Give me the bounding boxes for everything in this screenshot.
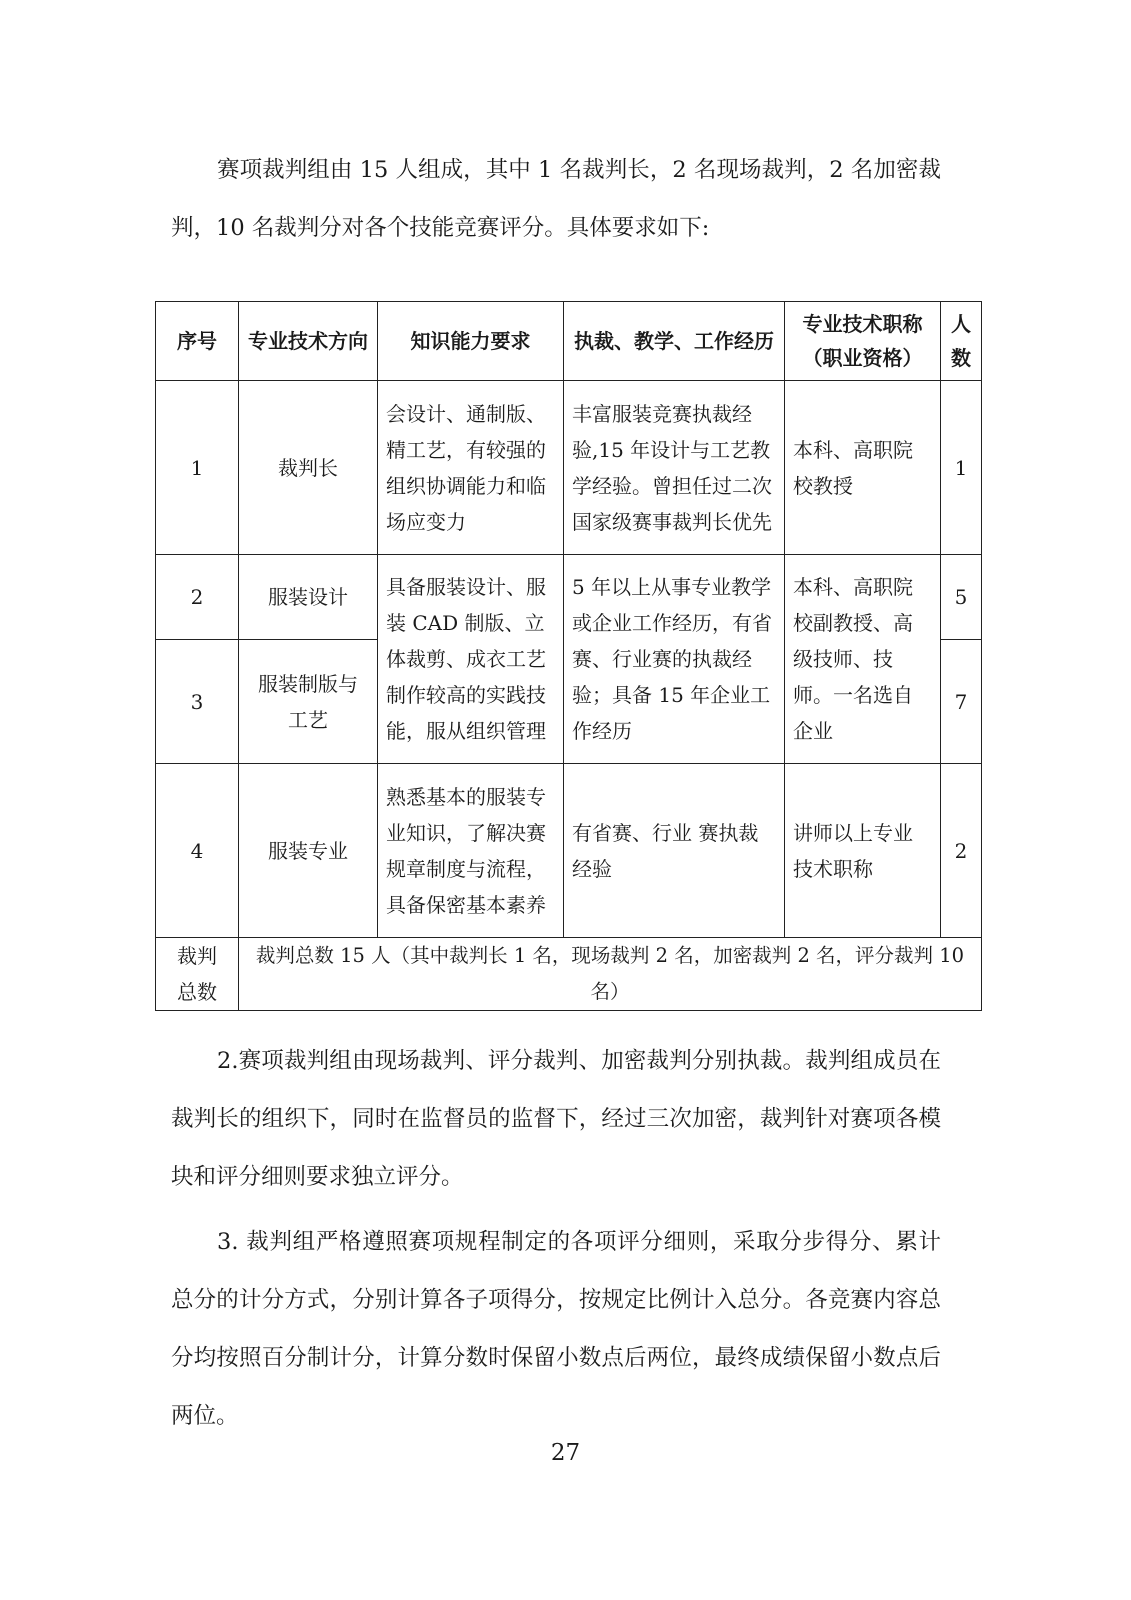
table-row [156, 764, 982, 938]
cell-experience: 丰富服装竞赛执裁经验,15 年设计与工艺教学经验。曾担任过二次国家级赛事裁判长优先 [564, 381, 785, 555]
referee-requirements-table [155, 301, 982, 1011]
paragraph-2-text: 2.赛项裁判组由现场裁判、评分裁判、加密裁判分别执裁。裁判组成员在裁判长的组织下，同时在监督员的监督下，经过三次加密，裁判针对赛项各模块和评分细则要求独立评分。 [171, 1048, 941, 1190]
cell-direction: 服装制版与工艺 [239, 640, 378, 764]
header-no: 序号 [156, 302, 239, 381]
table-total-row [156, 938, 982, 1011]
total-text: 裁判总数 15 人（其中裁判长 1 名，现场裁判 2 名，加密裁判 2 名，评分裁判 10 名） [239, 938, 982, 1011]
cell-no: 1 [156, 381, 239, 555]
paragraph-3-text: 3. 裁判组严格遵照赛项规程制定的各项评分细则，采取分步得分、累计总分的计分方式，分别计算各子项得分，按规定比例计入总分。各竞赛内容总分均按照百分制计分，计算分数时保留小数点后两位，最终成绩保留小数点后两位。 [171, 1229, 941, 1429]
paragraph-2 [171, 1032, 941, 1206]
header-direction: 专业技术方向 [239, 302, 378, 381]
cell-experience-merged: 5 年以上从事专业教学或企业工作经历，有省赛、行业赛的执裁经验；具备 15 年企业工作经历 [564, 555, 785, 764]
total-label: 裁判总数 [156, 938, 239, 1011]
cell-knowledge: 会设计、通制版、精工艺，有较强的组织协调能力和临场应变力 [378, 381, 564, 555]
cell-direction: 服装设计 [239, 555, 378, 640]
cell-title: 本科、高职院校教授 [785, 381, 941, 555]
cell-knowledge-merged: 具备服装设计、服装 CAD 制版、立体裁剪、成衣工艺制作较高的实践技能，服从组织管理 [378, 555, 564, 764]
cell-direction: 裁判长 [239, 381, 378, 555]
paragraph-3 [171, 1213, 941, 1445]
cell-no: 2 [156, 555, 239, 640]
table-row [156, 555, 982, 640]
table-row [156, 381, 982, 555]
cell-no: 3 [156, 640, 239, 764]
table-header-row [156, 302, 982, 381]
cell-count: 1 [941, 381, 982, 555]
cell-title: 讲师以上专业技术职称 [785, 764, 941, 938]
cell-count: 7 [941, 640, 982, 764]
cell-count: 2 [941, 764, 982, 938]
header-count: 人数 [941, 302, 982, 381]
page-number: 27 [550, 1440, 581, 1466]
cell-direction: 服装专业 [239, 764, 378, 938]
cell-knowledge: 熟悉基本的服装专业知识，了解决赛规章制度与流程，具备保密基本素养 [378, 764, 564, 938]
cell-count: 5 [941, 555, 982, 640]
intro-text: 赛项裁判组由 15 人组成，其中 1 名裁判长，2 名现场裁判，2 名加密裁判，10 名裁判分对各个技能竞赛评分。具体要求如下: [171, 157, 941, 241]
intro-paragraph [171, 141, 941, 257]
header-knowledge: 知识能力要求 [378, 302, 564, 381]
cell-title-merged: 本科、高职院校副教授、高级技师、技师。一名选自企业 [785, 555, 941, 764]
header-experience: 执裁、教学、工作经历 [564, 302, 785, 381]
cell-no: 4 [156, 764, 239, 938]
header-title: 专业技术职称（职业资格） [785, 302, 941, 381]
cell-experience: 有省赛、行业 赛执裁经验 [564, 764, 785, 938]
